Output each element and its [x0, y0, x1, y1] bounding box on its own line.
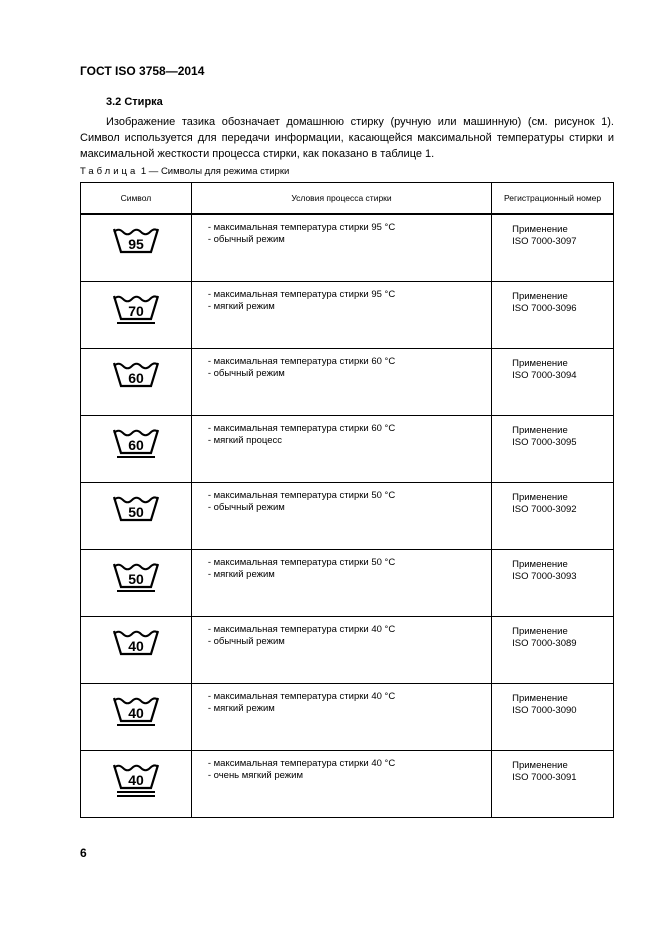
max-temperature-condition: - максимальная температура стирки 50 °C	[207, 490, 396, 501]
conditions-cell	[191, 684, 491, 751]
iso-number: ISO 7000-3090	[512, 705, 577, 716]
mode-condition: - очень мягкий режим	[207, 770, 303, 781]
intro-paragraph: Изображение тазика обозначает домашнюю стирку (ручную или машинную) (см. рисунок 1). Символ используется для передачи информации, касающейся максимальной температуры стирки и максимальной жесткости процесса стирки, как показано в таблице 1.	[80, 116, 614, 160]
temperature-label: 50	[128, 504, 144, 520]
symbol-cell	[81, 483, 192, 550]
temperature-label: 40	[128, 772, 144, 788]
iso-number: ISO 7000-3095	[512, 437, 577, 448]
symbol-cell	[81, 214, 192, 282]
max-temperature-condition: - максимальная температура стирки 95 °C	[207, 289, 396, 300]
washtub-icon	[108, 292, 164, 332]
caption-text: 1 — Символы для режима стирки	[138, 166, 290, 177]
temperature-label: 70	[128, 303, 144, 319]
conditions-text	[192, 550, 491, 581]
caption-label: Таблица	[80, 166, 139, 177]
conditions-text	[192, 282, 491, 313]
table-row	[81, 349, 614, 416]
mode-condition: - мягкий режим	[207, 703, 275, 714]
symbol-cell	[81, 349, 192, 416]
washtub-icon	[108, 761, 164, 801]
mode-condition: - обычный режим	[207, 234, 285, 245]
table-row	[81, 617, 614, 684]
symbol-cell	[81, 282, 192, 349]
symbol-cell	[81, 684, 192, 751]
table-row	[81, 282, 614, 349]
table-row	[81, 684, 614, 751]
document-header: ГОСТ ISO 3758—2014	[80, 64, 205, 78]
application-label: Применение	[512, 760, 568, 771]
registration-text	[492, 282, 613, 315]
registration-cell	[492, 684, 614, 751]
conditions-cell	[191, 483, 491, 550]
washtub-icon	[108, 627, 164, 667]
max-temperature-condition: - максимальная температура стирки 40 °C	[207, 691, 396, 702]
registration-text	[492, 349, 613, 382]
application-label: Применение	[512, 626, 568, 637]
iso-number: ISO 7000-3091	[512, 772, 577, 783]
table-row	[81, 751, 614, 818]
washtub-icon	[108, 426, 164, 466]
temperature-label: 40	[128, 638, 144, 654]
conditions-cell	[191, 349, 491, 416]
registration-cell	[492, 617, 614, 684]
iso-number: ISO 7000-3092	[512, 504, 577, 515]
temperature-label: 40	[128, 705, 144, 721]
header-registration: Регистрационный номер	[492, 183, 614, 215]
mode-condition: - обычный режим	[207, 502, 285, 513]
application-label: Применение	[512, 492, 568, 503]
mode-condition: - мягкий режим	[207, 569, 275, 580]
max-temperature-condition: - максимальная температура стирки 95 °C	[207, 222, 396, 233]
max-temperature-condition: - максимальная температура стирки 60 °C	[207, 356, 396, 367]
conditions-cell	[191, 282, 491, 349]
washtub-icon	[108, 493, 164, 533]
conditions-text	[192, 684, 491, 715]
header-symbol: Символ	[81, 183, 192, 215]
symbol-cell	[81, 751, 192, 818]
application-label: Применение	[512, 559, 568, 570]
symbol-cell	[81, 617, 192, 684]
temperature-label: 95	[128, 236, 144, 252]
temperature-label: 60	[128, 437, 144, 453]
registration-cell	[492, 483, 614, 550]
application-label: Применение	[512, 425, 568, 436]
mode-condition: - обычный режим	[207, 636, 285, 647]
registration-cell	[492, 282, 614, 349]
washtub-icon	[108, 694, 164, 734]
application-label: Применение	[512, 224, 568, 235]
registration-cell	[492, 214, 614, 282]
conditions-text	[192, 349, 491, 380]
registration-text	[492, 684, 613, 717]
washtub-icon	[108, 225, 164, 265]
conditions-text	[192, 215, 491, 246]
iso-number: ISO 7000-3096	[512, 303, 577, 314]
mode-condition: - мягкий режим	[207, 301, 275, 312]
max-temperature-condition: - максимальная температура стирки 40 °C	[207, 624, 396, 635]
header-conditions: Условия процесса стирки	[191, 183, 491, 215]
registration-text	[492, 215, 613, 248]
conditions-text	[192, 751, 491, 782]
max-temperature-condition: - максимальная температура стирки 40 °C	[207, 758, 396, 769]
registration-cell	[492, 416, 614, 483]
conditions-cell	[191, 617, 491, 684]
conditions-cell	[191, 751, 491, 818]
application-label: Применение	[512, 693, 568, 704]
max-temperature-condition: - максимальная температура стирки 50 °C	[207, 557, 396, 568]
registration-cell	[492, 349, 614, 416]
conditions-cell	[191, 416, 491, 483]
wash-symbols-table	[80, 182, 614, 818]
registration-cell	[492, 550, 614, 617]
iso-number: ISO 7000-3093	[512, 571, 577, 582]
table-row	[81, 416, 614, 483]
registration-cell	[492, 751, 614, 818]
table-row	[81, 483, 614, 550]
temperature-label: 50	[128, 571, 144, 587]
conditions-text	[192, 483, 491, 514]
mode-condition: - мягкий процесс	[207, 435, 283, 446]
symbol-cell	[81, 416, 192, 483]
registration-text	[492, 751, 613, 784]
conditions-cell	[191, 550, 491, 617]
washtub-icon	[108, 359, 164, 399]
symbol-cell	[81, 550, 192, 617]
registration-text	[492, 550, 613, 583]
iso-number: ISO 7000-3089	[512, 638, 577, 649]
registration-text	[492, 617, 613, 650]
iso-number: ISO 7000-3094	[512, 370, 577, 381]
registration-text	[492, 483, 613, 516]
temperature-label: 60	[128, 370, 144, 386]
registration-text	[492, 416, 613, 449]
table-caption	[80, 166, 289, 177]
table-header-row	[81, 183, 614, 215]
iso-number: ISO 7000-3097	[512, 236, 577, 247]
application-label: Применение	[512, 358, 568, 369]
application-label: Применение	[512, 291, 568, 302]
conditions-cell	[191, 214, 491, 282]
conditions-text	[192, 617, 491, 648]
max-temperature-condition: - максимальная температура стирки 60 °C	[207, 423, 396, 434]
washtub-icon	[108, 560, 164, 600]
mode-condition: - обычный режим	[207, 368, 285, 379]
page-number: 6	[80, 846, 87, 860]
section-title: 3.2 Стирка	[106, 96, 163, 108]
conditions-text	[192, 416, 491, 447]
table-row	[81, 214, 614, 282]
table-row	[81, 550, 614, 617]
